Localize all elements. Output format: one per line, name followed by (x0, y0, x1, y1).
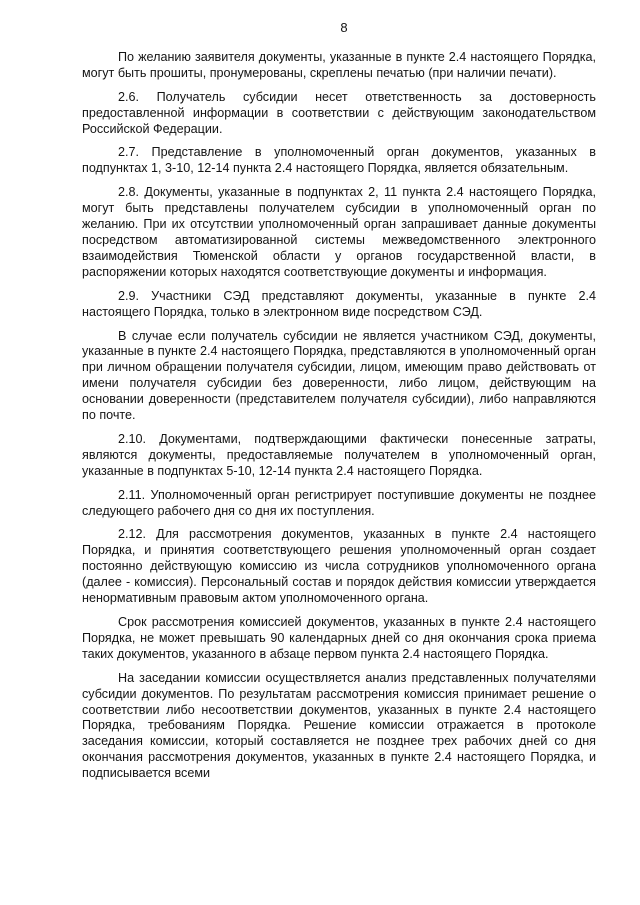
paragraph-2-6: 2.6. Получатель субсидии несет ответственность за достоверность предоставленной информации в соответствии с действующим законодательством Российской Федерации. (82, 89, 596, 136)
page-number: 8 (340, 20, 348, 35)
paragraph-2-7: 2.7. Представление в уполномоченный орган документов, указанных в подпунктах 1, 3-10, 12-14 пункта 2.4 настоящего Порядка, является обязательным. (82, 145, 596, 176)
paragraph-commission-meeting: На заседании комиссии осуществляется анализ представленных получателями субсидии документов. По результатам рассмотрения комиссия принимает решение о соответствии либо несоответствии документов, указанных в пункте 2.4 настоящего Порядка, требованиям Порядка. Решение комиссии отражается в протоколе заседания комиссии, который составляется не позднее трех рабочих дней со дня окончания рассмотрения документов, указанных в пункте 2.4 настоящего Порядка, и подписывается всеми (82, 670, 596, 781)
paragraph-review-term: Срок рассмотрения комиссией документов, указанных в пункте 2.4 настоящего Порядка, не может превышать 90 календарных дней со дня окончания срока приема таких документов, указанного в абзаце первом пункта 2.4 настоящего Порядка. (82, 615, 596, 661)
paragraph-2-10: 2.10. Документами, подтверждающими фактически понесенные затраты, являются документы, предоставляемые получателем в уполномоченный орган, указанные в подпунктах 5-10, 12-14 пункта 2.4 настоящего Порядка. (82, 431, 596, 478)
paragraph-stitching: По желанию заявителя документы, указанные в пункте 2.4 настоящего Порядка, могут быть прошиты, пронумерованы, скреплены печатью (при наличии печати). (82, 49, 596, 80)
paragraph-2-9: 2.9. Участники СЭД представляют документы, указанные в пункте 2.4 настоящего Порядка, только в электронном виде посредством СЭД. (82, 288, 596, 319)
paragraph-2-8: 2.8. Документы, указанные в подпунктах 2, 11 пункта 2.4 настоящего Порядка, могут быть представлены получателем субсидии в уполномоченный орган по желанию. При их отсутствии уполномоченный орган запрашивает данные документы посредством автоматизированной системы межведомственного электронного взаимодействия Тюменской области у органов государственной власти, в распоряжении которых находятся соответствующие документы и информация. (82, 185, 596, 279)
paragraph-2-12: 2.12. Для рассмотрения документов, указанных в пункте 2.4 настоящего Порядка, и принятия соответствующего решения уполномоченный орган создает постоянно действующую комиссию из числа сотрудников уполномоченного органа (далее - комиссия). Персональный состав и порядок действия комиссии утверждается ненормативным правовым актом уполномоченного органа. (82, 527, 596, 606)
paragraph-non-participant: В случае если получатель субсидии не является участником СЭД, документы, указанные в пункте 2.4 настоящего Порядка, представляются в уполномоченный орган при личном обращении получателя субсидии, лицом, имеющим право действовать от имени получателя субсидии без доверенности, либо лицом, действующим на основании доверенности (представителем получателя субсидии), либо направляются по почте. (82, 328, 596, 423)
paragraph-2-11: 2.11. Уполномоченный орган регистрирует поступившие документы не позднее следующего рабочего дня со дня их поступления. (82, 487, 596, 518)
